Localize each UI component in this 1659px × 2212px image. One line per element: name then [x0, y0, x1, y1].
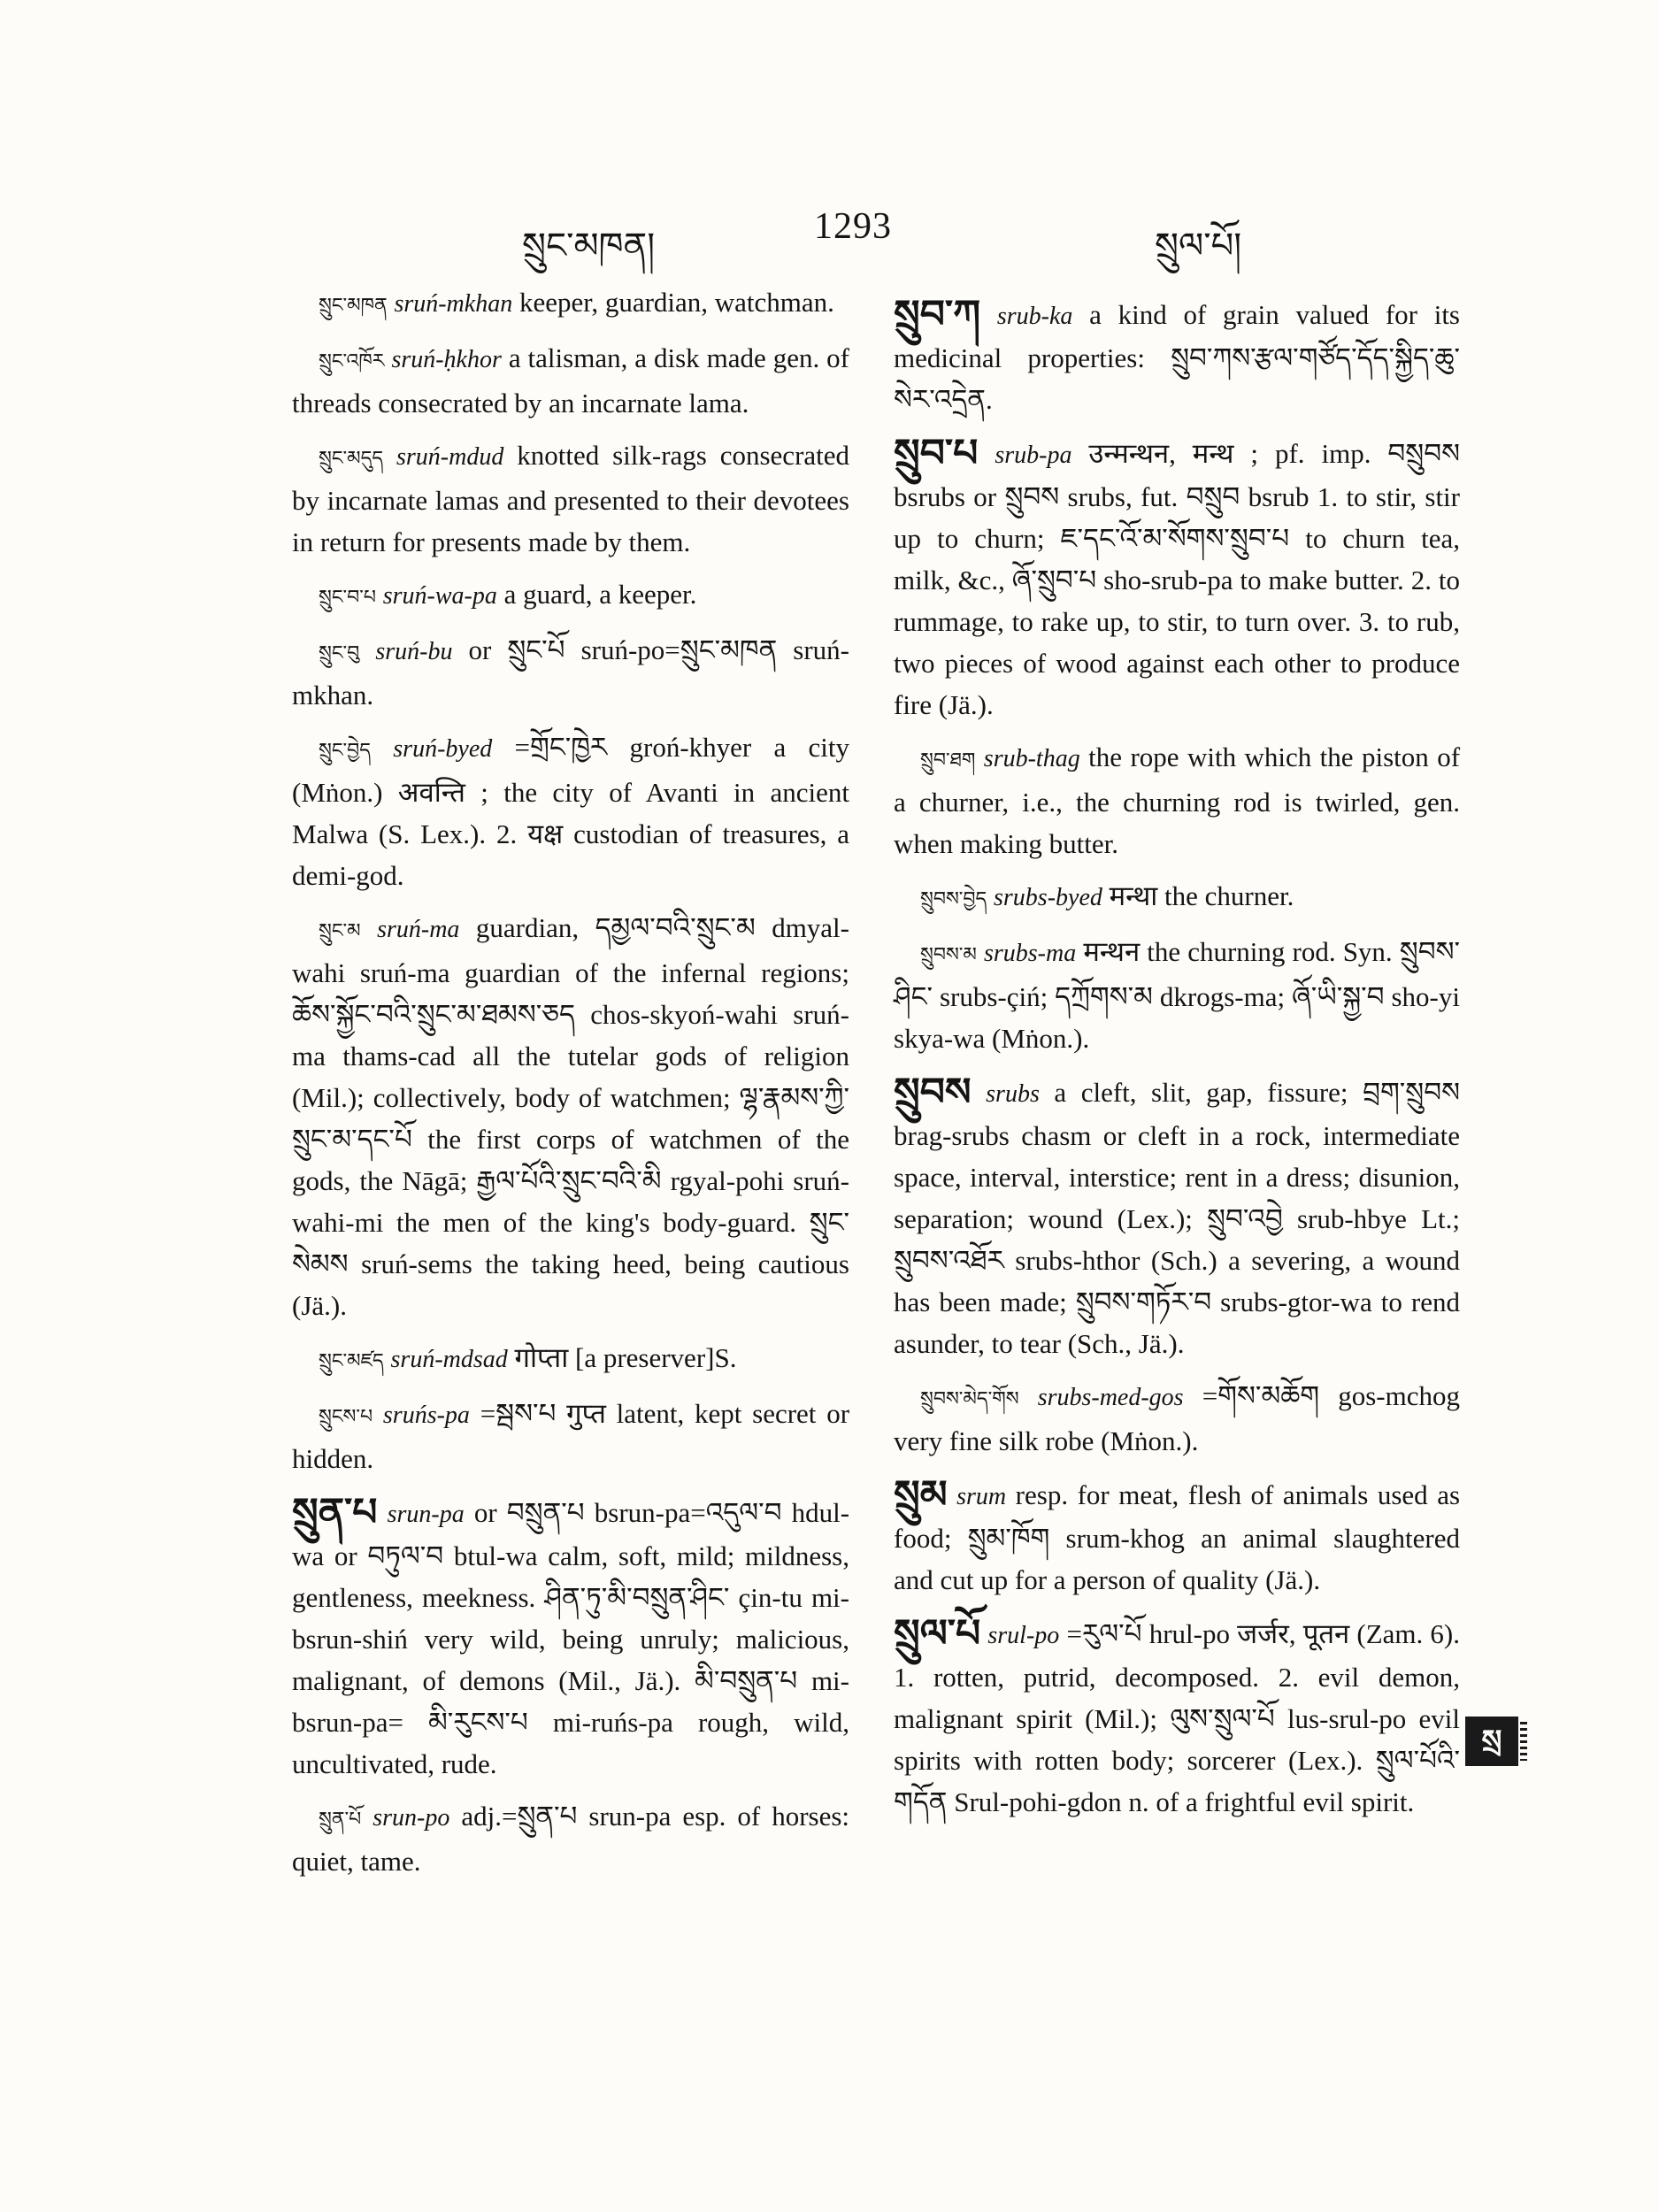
dictionary-entry	[292, 629, 849, 716]
tibetan-headword: སྲུང་མཛད	[319, 1350, 384, 1372]
definition: a cleft, slit, gap, fissure; བྲག་སྲུབས brag-srubs chasm or cleft in a rock, intermediate space, interval, interstice; rent in a dress; disunion, separation; wound (Lex.); སྲུབ་འབྱེ srub-hbye Lt.; སྲུབས་འཐོར srubs-hthor (Sch.) a severing, a wound has been made; སྲུབས་གཏོར་བ srubs-gtor-wa to rend asunder, to tear (Sch., Jä.).	[894, 1077, 1461, 1359]
tibetan-headword: སྲུང་མདུད	[319, 448, 384, 470]
transliteration: srum	[956, 1483, 1007, 1510]
dictionary-entry	[894, 1071, 1460, 1364]
transliteration: srubs	[986, 1080, 1040, 1108]
left-guide-word: སྲུང་མཁན།	[522, 226, 656, 266]
dictionary-entry	[894, 736, 1460, 864]
definition: the rope with which the piston of a churner, i.e., the churning rod is twirled, gen. when making butter.	[894, 741, 1461, 859]
tibetan-headword: སྲུན་པོ	[319, 1809, 362, 1831]
tibetan-headword: སྲུབས	[894, 1070, 972, 1115]
tibetan-headword: སྲུང་མཁན	[319, 295, 388, 317]
dictionary-entry	[894, 875, 1460, 920]
transliteration: sruń-byed	[393, 735, 493, 763]
tibetan-headword: སྲུབས་མ	[920, 944, 977, 966]
transliteration: sruń-bu	[375, 638, 453, 665]
right-guide-word: སྲུལ་པོ།	[1155, 226, 1242, 266]
dictionary-entry	[292, 1393, 849, 1479]
definition: guardian, དམྱལ་བའི་སྲུང་མ dmyal-wahi sruń-ma guardian of the infernal regions; ཆོས་སྐྱོང་བའི་སྲུང་མ་ཐམས་ཅད chos-skyoń-wahi sruń-ma thams-cad all the tutelar gods of religion (Mil.); collectively, body of watchmen; ལྷ་རྣམས་ཀྱི་སྲུང་མ་དང་པོ the first corps of watchmen of the gods, the Nāgā; རྒྱལ་པོའི་སྲུང་བའི་མི rgyal-pohi sruń-wahi-mi the men of the king's body-guard. སྲུང་སེམས sruń-sems the taking heed, being cautious (Jä.).	[292, 912, 849, 1321]
transliteration: srubs-byed	[994, 884, 1102, 911]
definition: a kind of grain valued for its medicinal properties: སྲུབ་ཀས་རྩལ་གཙོད་དོད་སྐྱིད་ཆུ་སེར་འདྲེན.	[894, 299, 1460, 415]
definition: उन्मन्थन, मन्थ ; pf. imp. བསྲུབས bsrubs or སྲུབས srubs, fut. བསྲུབ bsrub 1. to stir, stir up to churn; ཇ་དང་འོ་མ་སོགས་སྲུབ་པ to churn tea, milk, &c., ཞོ་སྲུབ་པ sho-srub-pa to make butter. 2. to rummage, to rake up, to stir, to turn over. 3. to rub, two pieces of wood against each other to produce fire (Jä.).	[894, 438, 1461, 720]
dictionary-entry	[292, 434, 849, 563]
dictionary-entry	[292, 726, 849, 896]
dictionary-entry	[894, 433, 1460, 726]
tibetan-headword: སྲུང་བུ	[319, 642, 360, 664]
transliteration: sruń-mkhan	[394, 290, 513, 318]
tibetan-headword: སྲུང་འཁོར	[319, 350, 385, 373]
thumb-index-tab: སྲ	[1465, 1717, 1518, 1766]
transliteration: srub-pa	[995, 442, 1072, 469]
transliteration: sruń-mdud	[396, 443, 504, 471]
tibetan-headword: སྲུབ་ཀ	[894, 292, 981, 337]
dictionary-entry	[292, 1492, 849, 1785]
definition: मन्था the churner.	[1109, 880, 1294, 911]
tibetan-headword: སྲུལ་པོ	[894, 1611, 981, 1656]
tibetan-headword: སྲུབས་བྱེད	[920, 888, 987, 910]
dictionary-entry	[292, 337, 849, 424]
definition: resp. for meat, flesh of animals used as food; སྲུམ་ཁོག srum-khog an animal slaughtered and cut up for a person of quality (Jä.).	[894, 1479, 1461, 1595]
dictionary-entry	[292, 1337, 849, 1382]
transliteration: srul-po	[987, 1622, 1060, 1649]
transliteration: srub-thag	[983, 745, 1080, 772]
transliteration: sruńs-pa	[382, 1402, 470, 1429]
tibetan-headword: སྲུང་མ	[319, 920, 361, 942]
page-number: 1293	[814, 206, 892, 247]
definition: or སྲུང་པོ sruń-po=སྲུང་མཁན sruń-mkhan.	[292, 634, 850, 710]
definition: =རུལ་པོ hrul-po जर्जर, पूतन (Zam. 6). 1. rotten, putrid, decomposed. 2. evil demon, malignant spirit (Mil.); ལུས་སྲུལ་པོ lus-srul-po evil spirits with rotten body; sorcerer (Lex.). སྲུལ་པོའི་གདོན Srul-pohi-gdon n. of a frightful evil spirit.	[894, 1618, 1460, 1817]
tibetan-headword: སྲུབས་མེད་གོས	[920, 1388, 1019, 1410]
dictionary-entry	[292, 907, 849, 1326]
transliteration: srubs-ma	[983, 940, 1077, 967]
right-column	[894, 281, 1460, 1833]
dictionary-entry	[894, 294, 1460, 420]
transliteration: srun-pa	[387, 1501, 465, 1528]
left-column	[292, 281, 849, 1893]
transliteration: srun-po	[373, 1804, 450, 1832]
definition: or བསྲུན་པ bsrun-pa=འདུལ་བ hdul-wa or བཏུལ་བ btul-wa calm, soft, mild; mildness, gentleness, meekness. ཤིན་ཏུ་མི་བསྲུན་ཤིང་ çin-tu mi-bsrun-shiń very wild, being unruly; malicious, malignant, of demons (Mil., Jä.). མི་བསྲུན་པ mi-bsrun-pa= མི་རུངས་པ mi-ruńs-pa rough, wild, uncultivated, rude.	[292, 1497, 850, 1779]
transliteration: srubs-med-gos	[1037, 1384, 1184, 1411]
definition: a guard, a keeper.	[503, 579, 697, 610]
tibetan-headword: སྲུམ	[894, 1472, 948, 1517]
definition: adj.=སྲུན་པ srun-pa esp. of horses: quiet, tame.	[292, 1801, 850, 1877]
dictionary-entry	[292, 281, 849, 326]
dictionary-entry	[292, 1795, 849, 1882]
transliteration: sruń-ḥkhor	[391, 346, 502, 373]
tibetan-headword: སྲུངས་པ	[319, 1406, 373, 1428]
dictionary-entry	[894, 1613, 1460, 1823]
tibetan-headword: སྲུང་བ་པ	[319, 587, 376, 609]
transliteration: sruń-wa-pa	[382, 582, 497, 610]
definition: =གོས་མཆོག gos-mchog very fine silk robe (Mṅon.).	[894, 1380, 1460, 1456]
definition: गोप्ता [a preserver]S.	[514, 1342, 737, 1373]
definition: =སྦས་པ गुप्त latent, kept secret or hidden.	[292, 1398, 850, 1474]
page-header	[0, 205, 1659, 266]
dictionary-entry	[292, 573, 849, 618]
tibetan-headword: སྲུབ་ཐག	[920, 749, 976, 772]
definition: knotted silk-rags consecrated by incarnate lamas and presented to their devotees in return for presents made by them.	[292, 440, 850, 557]
dictionary-entry	[894, 1375, 1460, 1462]
dictionary-entry	[894, 931, 1460, 1059]
tibetan-headword: སྲུན་པ	[292, 1490, 378, 1535]
definition: a talisman, a disk made gen. of threads consecrated by an incarnate lama.	[292, 342, 849, 419]
transliteration: sruń-mdsad	[390, 1346, 508, 1373]
transliteration: sruń-ma	[377, 916, 460, 943]
transliteration: srub-ka	[996, 303, 1073, 330]
tibetan-headword: སྲུང་བྱེད	[319, 740, 372, 762]
definition: मन्थन the churning rod. Syn. སྲུབས་ཤིང་ srubs-çiń; དཀྲོགས་མ dkrogs-ma; ཞོ་ཡི་སྐྱ་བ sho-yi skya-wa (Mṅon.).	[894, 936, 1461, 1054]
definition: =གྲོང་ཁྱེར groń-khyer a city (Mṅon.) अवन्ति ; the city of Avanti in ancient Malwa (S. Lex.). 2. यक्ष custodian of treasures, a demi-god.	[292, 732, 849, 891]
dictionary-entry	[894, 1474, 1460, 1601]
definition: keeper, guardian, watchman.	[518, 287, 834, 318]
tibetan-headword: སྲུབ་པ	[894, 431, 979, 476]
